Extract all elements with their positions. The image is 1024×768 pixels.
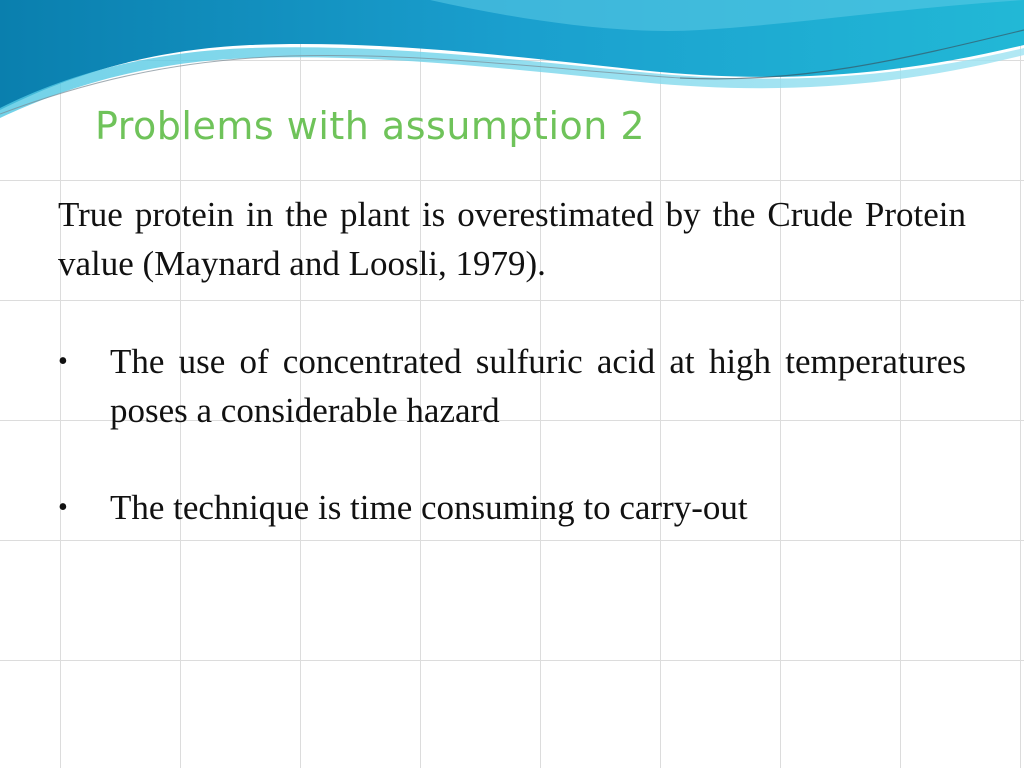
bullet-text: The technique is time consuming to carry-out [110, 488, 748, 527]
bullet-icon: • [58, 492, 68, 523]
intro-paragraph: True protein in the plant is overestimated by the Crude Protein value (Maynard and Loosli, 1979). [58, 195, 966, 283]
bullet-item [58, 483, 966, 532]
bullet-item [58, 337, 966, 435]
bullet-text: The use of concentrated sulfuric acid at high temperatures poses a considerable hazard [110, 342, 966, 430]
bullet-icon: • [58, 346, 68, 377]
bullet-list [58, 337, 966, 580]
slide-title: Problems with assumption 2 [95, 104, 646, 148]
